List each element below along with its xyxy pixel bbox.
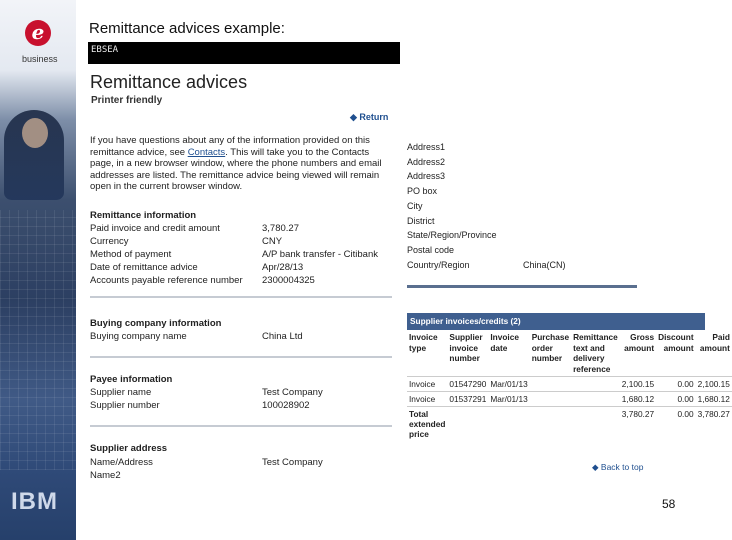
remittance-info-rows: [90, 222, 378, 287]
info-value: 2300004325: [262, 275, 315, 286]
ibm-logo-icon: IBM: [11, 490, 67, 514]
buying-company-title: Buying company information: [90, 318, 222, 329]
address-label: City: [407, 200, 423, 211]
info-label: Supplier name: [90, 387, 152, 398]
address-row: [407, 169, 566, 184]
address-row: [407, 258, 566, 273]
cell: Mar/01/13: [488, 392, 529, 407]
info-label: Accounts payable reference number: [90, 275, 243, 286]
cell: [447, 407, 488, 442]
address-row: [407, 228, 566, 243]
section-divider: [407, 285, 637, 288]
address-row: [407, 155, 566, 170]
intro-text-part: If you have questions about any of the information provided on this remittance advice, see: [90, 135, 370, 158]
address-label: Country/Region: [407, 259, 470, 270]
payee-title: Payee information: [90, 374, 173, 385]
address-label: Postal code: [407, 244, 455, 255]
cell: 3,780.27: [696, 407, 732, 442]
info-row: [90, 469, 323, 482]
cell: Invoice: [407, 377, 447, 392]
info-label: Currency: [90, 236, 129, 247]
decorative-grid: [0, 210, 76, 470]
address-row: [407, 243, 566, 258]
printer-friendly-link[interactable]: Printer friendly: [91, 95, 163, 106]
return-link-label: Return: [359, 112, 389, 122]
address-label: Address2: [407, 156, 446, 167]
section-divider: [90, 296, 392, 298]
supplier-address-rows: [90, 456, 323, 482]
info-row: [90, 456, 323, 469]
invoices-table-title: Supplier invoices/credits (2): [407, 313, 705, 330]
column-header: Purchase order number: [531, 332, 570, 363]
cell: [530, 392, 571, 407]
cell: [530, 377, 571, 392]
cell: Invoice: [407, 392, 447, 407]
address-label: District: [407, 215, 435, 226]
info-row: [90, 399, 323, 412]
cell: [530, 407, 571, 442]
address-row: [407, 214, 566, 229]
column-header: Gross amount: [624, 332, 655, 353]
person-face: [22, 118, 48, 148]
table-total-row: [407, 407, 732, 442]
remittance-info-title: Remittance information: [90, 210, 197, 221]
e-business-logo-text: business: [22, 54, 58, 64]
info-value: Apr/28/13: [262, 262, 304, 273]
info-label: Buying company name: [90, 331, 187, 342]
column-header: Invoice date: [490, 332, 519, 353]
address-row: [407, 199, 566, 214]
back-to-top-label: Back to top: [600, 462, 644, 472]
address-fields: [407, 140, 566, 272]
info-label: Supplier number: [90, 400, 160, 411]
address-value: China(CN): [523, 259, 566, 270]
return-link[interactable]: [350, 112, 388, 123]
cell: [571, 407, 620, 442]
info-label: Name2: [90, 470, 121, 481]
info-value: 100028902: [262, 400, 310, 411]
arrow-icon: ◆: [592, 462, 601, 472]
intro-text: [90, 135, 390, 193]
section-divider: [90, 425, 392, 427]
column-header: Supplier invoice number: [449, 332, 483, 363]
info-row: [90, 235, 378, 248]
address-label: PO box: [407, 186, 438, 197]
intro-text-part: . This will take you to the Contacts page, in a new browser window, where the phone numbers and email addresses are listed. The remittance advice being viewed will remain open in the current browser window.: [90, 146, 382, 192]
sidebar-photo-panel: [0, 0, 76, 540]
info-value: CNY: [262, 236, 283, 247]
info-value: 3,780.27: [262, 223, 299, 234]
cell: 2,100.15: [620, 377, 656, 392]
column-header: Paid amount: [699, 332, 730, 353]
column-header: Remittance text and delivery reference: [573, 332, 618, 374]
invoice-number-link[interactable]: 01547290: [447, 377, 488, 392]
info-label: Paid invoice and credit amount: [90, 223, 220, 234]
cell: 0.00: [656, 407, 696, 442]
total-label: Total extended price: [407, 407, 447, 442]
buying-company-rows: [90, 330, 303, 343]
cell: [488, 407, 529, 442]
table-row: [407, 392, 732, 407]
slide-title: Remittance advices example:: [89, 20, 285, 37]
cell: 2,100.15: [696, 377, 732, 392]
invoices-table: [407, 313, 730, 441]
address-row: [407, 184, 566, 199]
info-row: [90, 222, 378, 235]
info-row: [90, 248, 378, 261]
info-row: [90, 330, 303, 343]
supplier-address-title: Supplier address: [90, 443, 168, 454]
invoice-number-link[interactable]: 01537291: [447, 392, 488, 407]
cell: [571, 377, 620, 392]
column-header: Discount amount: [658, 332, 694, 353]
info-label: Name/Address: [90, 457, 153, 468]
address-row: [407, 140, 566, 155]
column-header: Invoice type: [409, 332, 438, 353]
cell: 0.00: [656, 377, 696, 392]
arrow-icon: ◆: [350, 112, 360, 122]
section-divider: [90, 356, 392, 358]
info-value: China Ltd: [262, 331, 303, 342]
cell: 0.00: [656, 392, 696, 407]
address-label: State/Region/Province: [407, 230, 497, 241]
table-header-row: [407, 330, 732, 377]
screenshot-header-bar: [88, 42, 400, 64]
info-row: [90, 386, 323, 399]
cell: 3,780.27: [620, 407, 656, 442]
info-label: Method of payment: [90, 249, 172, 260]
cell: 1,680.12: [620, 392, 656, 407]
e-business-logo-icon: e: [25, 20, 51, 46]
cell: Mar/01/13: [488, 377, 529, 392]
address-label: Address1: [407, 142, 446, 152]
info-label: Date of remittance advice: [90, 262, 198, 273]
info-row: [90, 261, 378, 274]
address-label: Address3: [407, 171, 446, 182]
back-to-top-link[interactable]: [592, 462, 643, 473]
payee-rows: [90, 386, 323, 412]
page-title: Remittance advices: [90, 72, 248, 92]
info-value: A/P bank transfer - Citibank: [262, 249, 378, 260]
cell: 1,680.12: [696, 392, 732, 407]
page-number: 58: [662, 497, 676, 511]
contacts-link[interactable]: Contacts: [187, 146, 226, 158]
info-value: Test Company: [262, 387, 323, 398]
cell: [571, 392, 620, 407]
info-value: Test Company: [262, 457, 323, 468]
header-bar-text: EBSEA: [91, 45, 119, 55]
info-row: [90, 274, 378, 287]
table-row: [407, 377, 732, 392]
